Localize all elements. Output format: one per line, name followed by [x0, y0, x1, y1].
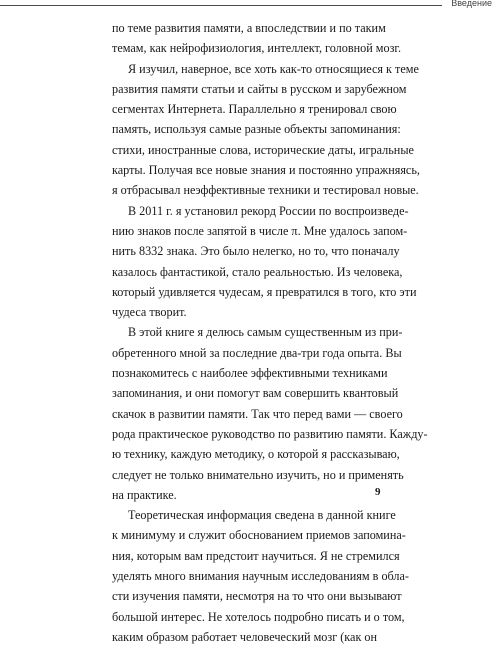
text-line: нию знаков после запятой в числе π. Мне удалось запом- — [112, 223, 408, 238]
running-header — [0, 0, 500, 12]
text-line: ю технику, каждую методику, о которой я рассказываю, — [112, 447, 400, 462]
text-line: каким образом работает человеческий мозг (как он — [112, 629, 378, 644]
paragraph-4 — [112, 322, 428, 505]
text-line: обретенного мной за последние два-три года опыта. Вы — [112, 345, 402, 360]
text-line: казалось фантастикой, стало реальностью. Из человека, — [112, 264, 403, 279]
text-line: нить 8332 знака. Это было нелегко, но то, что поначалу — [112, 244, 400, 259]
text-line: к минимуму и служит обоснованием приемов запомина- — [112, 528, 406, 543]
text-line: запоминания, и они помогут вам совершить квантовый — [112, 386, 399, 401]
text-line: я отбрасывал неэффективные техники и тестировал новые. — [112, 183, 419, 198]
text-line: стихи, иностранные слова, исторические даты, игральные — [112, 142, 414, 157]
text-line: рода практическое руководство по развитию памяти. Кажду- — [112, 426, 428, 441]
text-line: уделять много внимания научным исследованиям в обла- — [112, 569, 409, 584]
text-line: познакомитесь с наиболее эффективными техниками — [112, 366, 388, 381]
text-line: который удивляется чудесам, я превратился в того, кто эти — [112, 284, 417, 299]
paragraph-5 — [112, 505, 409, 647]
body-text — [112, 18, 428, 647]
text-line: на практике. — [112, 487, 177, 502]
text-line: В 2011 г. я установил рекорд России по воспроизведе- — [128, 203, 409, 218]
text-line: ния, которым вам предстоит научиться. Я не стремился — [112, 548, 400, 563]
text-line: большой интерес. Не хотелось подробно писать и о том, — [112, 609, 405, 624]
paragraph-2 — [112, 59, 420, 201]
text-line: следует не только внимательно изучить, но и применять — [112, 467, 404, 482]
section-title: Введение — [448, 0, 492, 8]
paragraph-1 — [112, 18, 402, 59]
text-line: сти изучения памяти, несмотря на то что они вызывают — [112, 589, 402, 604]
text-line: темам, как нейрофизиология, интеллект, головной мозг. — [112, 41, 402, 56]
text-line: карты. Получая все новые знания и постоянно упражняясь, — [112, 163, 420, 178]
text-line: сегментах Интернета. Параллельно я тренировал свою — [112, 102, 397, 117]
page-number: 9 — [375, 486, 381, 498]
text-line: В этой книге я делюсь самым существенным из при- — [128, 325, 403, 340]
text-line: Я изучил, наверное, все хоть как-то относящиеся к теме — [128, 61, 419, 76]
text-line: память, используя самые разные объекты запоминания: — [112, 122, 401, 137]
text-line: чудеса творит. — [112, 305, 187, 320]
text-line: развития памяти статьи и сайты в русском и зарубежном — [112, 81, 407, 96]
text-line: по теме развития памяти, а впоследствии и по таким — [112, 21, 386, 35]
header-rule — [0, 5, 442, 6]
paragraph-3 — [112, 201, 417, 323]
text-line: скачок в развитии памяти. Так что перед вами — своего — [112, 406, 403, 421]
text-line: Теоретическая информация сведена в данной книге — [128, 508, 396, 523]
